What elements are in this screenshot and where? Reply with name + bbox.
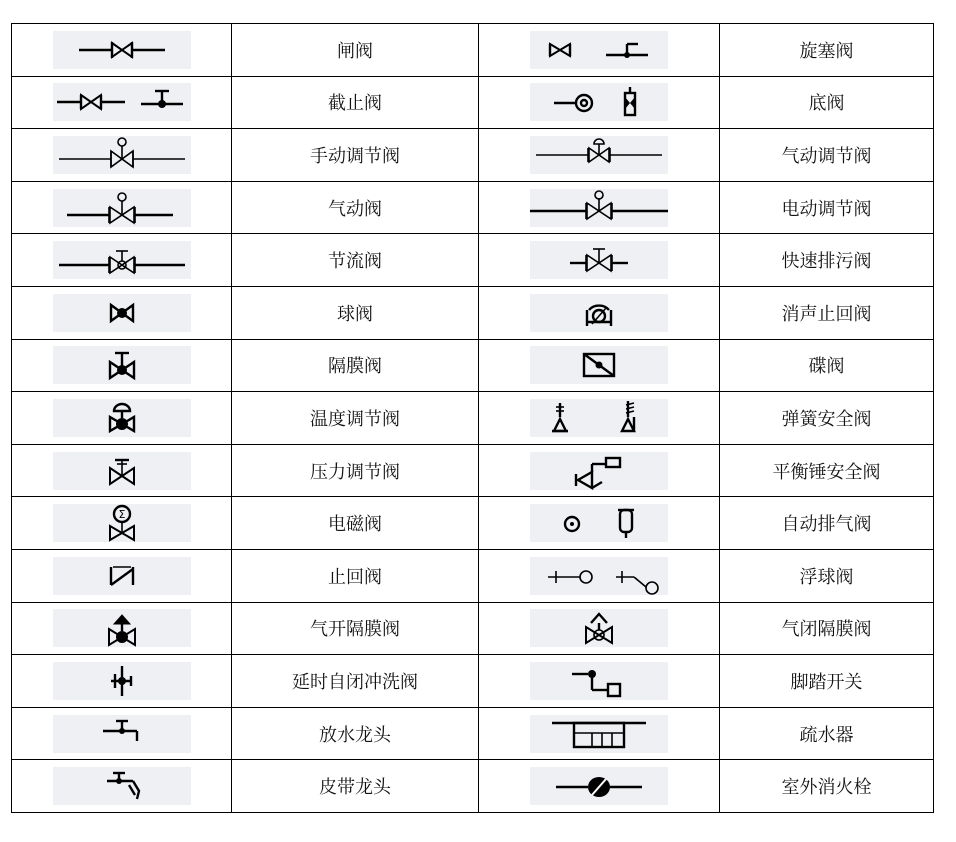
weight-safety-valve-icon [530,452,668,490]
symbol-label: 延时自闭冲洗阀 [232,655,479,708]
symbol-label: 节流阀 [232,234,479,287]
symbol-label: 碟阀 [720,339,934,392]
outdoor-hydrant-icon [530,767,668,805]
float-valve-icon [530,557,668,595]
globe-valve-icon [53,83,191,121]
valve-symbol-table [11,23,934,813]
table-row [12,655,934,708]
symbol-label: 压力调节阀 [232,444,479,497]
symbol-label: 放水龙头 [232,707,479,760]
table-row [12,707,934,760]
table-row [12,76,934,129]
symbol-cell [479,181,720,234]
symbol-label: 手动调节阀 [232,129,479,182]
symbol-label: 球阀 [232,286,479,339]
table-row [12,549,934,602]
symbol-cell [479,129,720,182]
table-row [12,497,934,550]
symbol-cell [12,497,232,550]
silent-check-valve-icon [530,294,668,332]
symbol-cell [12,549,232,602]
pressure-control-valve-icon [53,452,191,490]
automatic-air-vent-icon [530,504,668,542]
symbol-label: 气动调节阀 [720,129,934,182]
symbol-label: 皮带龙头 [232,760,479,813]
symbol-cell [479,392,720,445]
symbol-label: 快速排污阀 [720,234,934,287]
table-row [12,181,934,234]
pneumatic-valve-icon [53,189,191,227]
symbol-cell [12,129,232,182]
hose-faucet-icon [53,767,191,805]
table-row [12,602,934,655]
air-close-diaphragm-valve-icon [530,609,668,647]
symbol-label: 气闭隔膜阀 [720,602,934,655]
symbol-cell [479,24,720,77]
plug-valve-icon [530,31,668,69]
spring-safety-valve-icon [530,399,668,437]
check-valve-icon [53,557,191,595]
symbol-cell [479,76,720,129]
symbol-cell [12,24,232,77]
temperature-control-valve-icon [53,399,191,437]
symbol-cell [479,444,720,497]
table-row [12,24,934,77]
faucet-icon [53,715,191,753]
symbol-label: 截止阀 [232,76,479,129]
symbol-cell [12,760,232,813]
symbol-cell [12,392,232,445]
solenoid-valve-icon [53,504,191,542]
svg-text:Σ: Σ [118,508,125,522]
symbol-cell [479,707,720,760]
foot-switch-icon [530,662,668,700]
symbol-cell [12,655,232,708]
electric-control-valve-icon [530,189,668,227]
symbol-label: 气开隔膜阀 [232,602,479,655]
table-row [12,129,934,182]
quick-blowdown-valve-icon [530,241,668,279]
symbol-cell [12,707,232,760]
symbol-label: 消声止回阀 [720,286,934,339]
table-row [12,339,934,392]
symbol-cell [12,234,232,287]
symbol-cell [479,234,720,287]
symbol-cell [479,760,720,813]
symbol-label: 底阀 [720,76,934,129]
symbol-cell [479,549,720,602]
symbol-label: 电动调节阀 [720,181,934,234]
steam-trap-icon [530,715,668,753]
symbol-label: 气动阀 [232,181,479,234]
diaphragm-valve-icon [53,346,191,384]
table-row [12,760,934,813]
symbol-label: 闸阀 [232,24,479,77]
symbol-label: 疏水器 [720,707,934,760]
symbol-cell [12,76,232,129]
throttle-valve-icon [53,241,191,279]
symbol-label: 旋塞阀 [720,24,934,77]
pneumatic-control-valve-icon [530,136,668,174]
symbol-cell [12,181,232,234]
symbol-cell [479,602,720,655]
table-row [12,444,934,497]
symbol-cell [12,286,232,339]
symbol-label: 隔膜阀 [232,339,479,392]
table-row [12,286,934,339]
symbol-label: 自动排气阀 [720,497,934,550]
symbol-label: 温度调节阀 [232,392,479,445]
symbol-label: 止回阀 [232,549,479,602]
ball-valve-icon [53,294,191,332]
symbol-cell [12,444,232,497]
symbol-cell [479,655,720,708]
gate-valve-icon [53,31,191,69]
symbol-label: 室外消火栓 [720,760,934,813]
symbol-label: 平衡锤安全阀 [720,444,934,497]
symbol-cell [12,602,232,655]
symbol-cell [479,339,720,392]
symbol-cell [479,497,720,550]
symbol-cell [479,286,720,339]
air-open-diaphragm-valve-icon [53,609,191,647]
symbol-label: 电磁阀 [232,497,479,550]
symbol-label: 弹簧安全阀 [720,392,934,445]
table-row [12,234,934,287]
symbol-label: 脚踏开关 [720,655,934,708]
symbol-label: 浮球阀 [720,549,934,602]
butterfly-valve-icon [530,346,668,384]
delayed-flush-valve-icon [53,662,191,700]
table-row [12,392,934,445]
manual-control-valve-icon [53,136,191,174]
symbol-cell [12,339,232,392]
foot-valve-icon [530,83,668,121]
